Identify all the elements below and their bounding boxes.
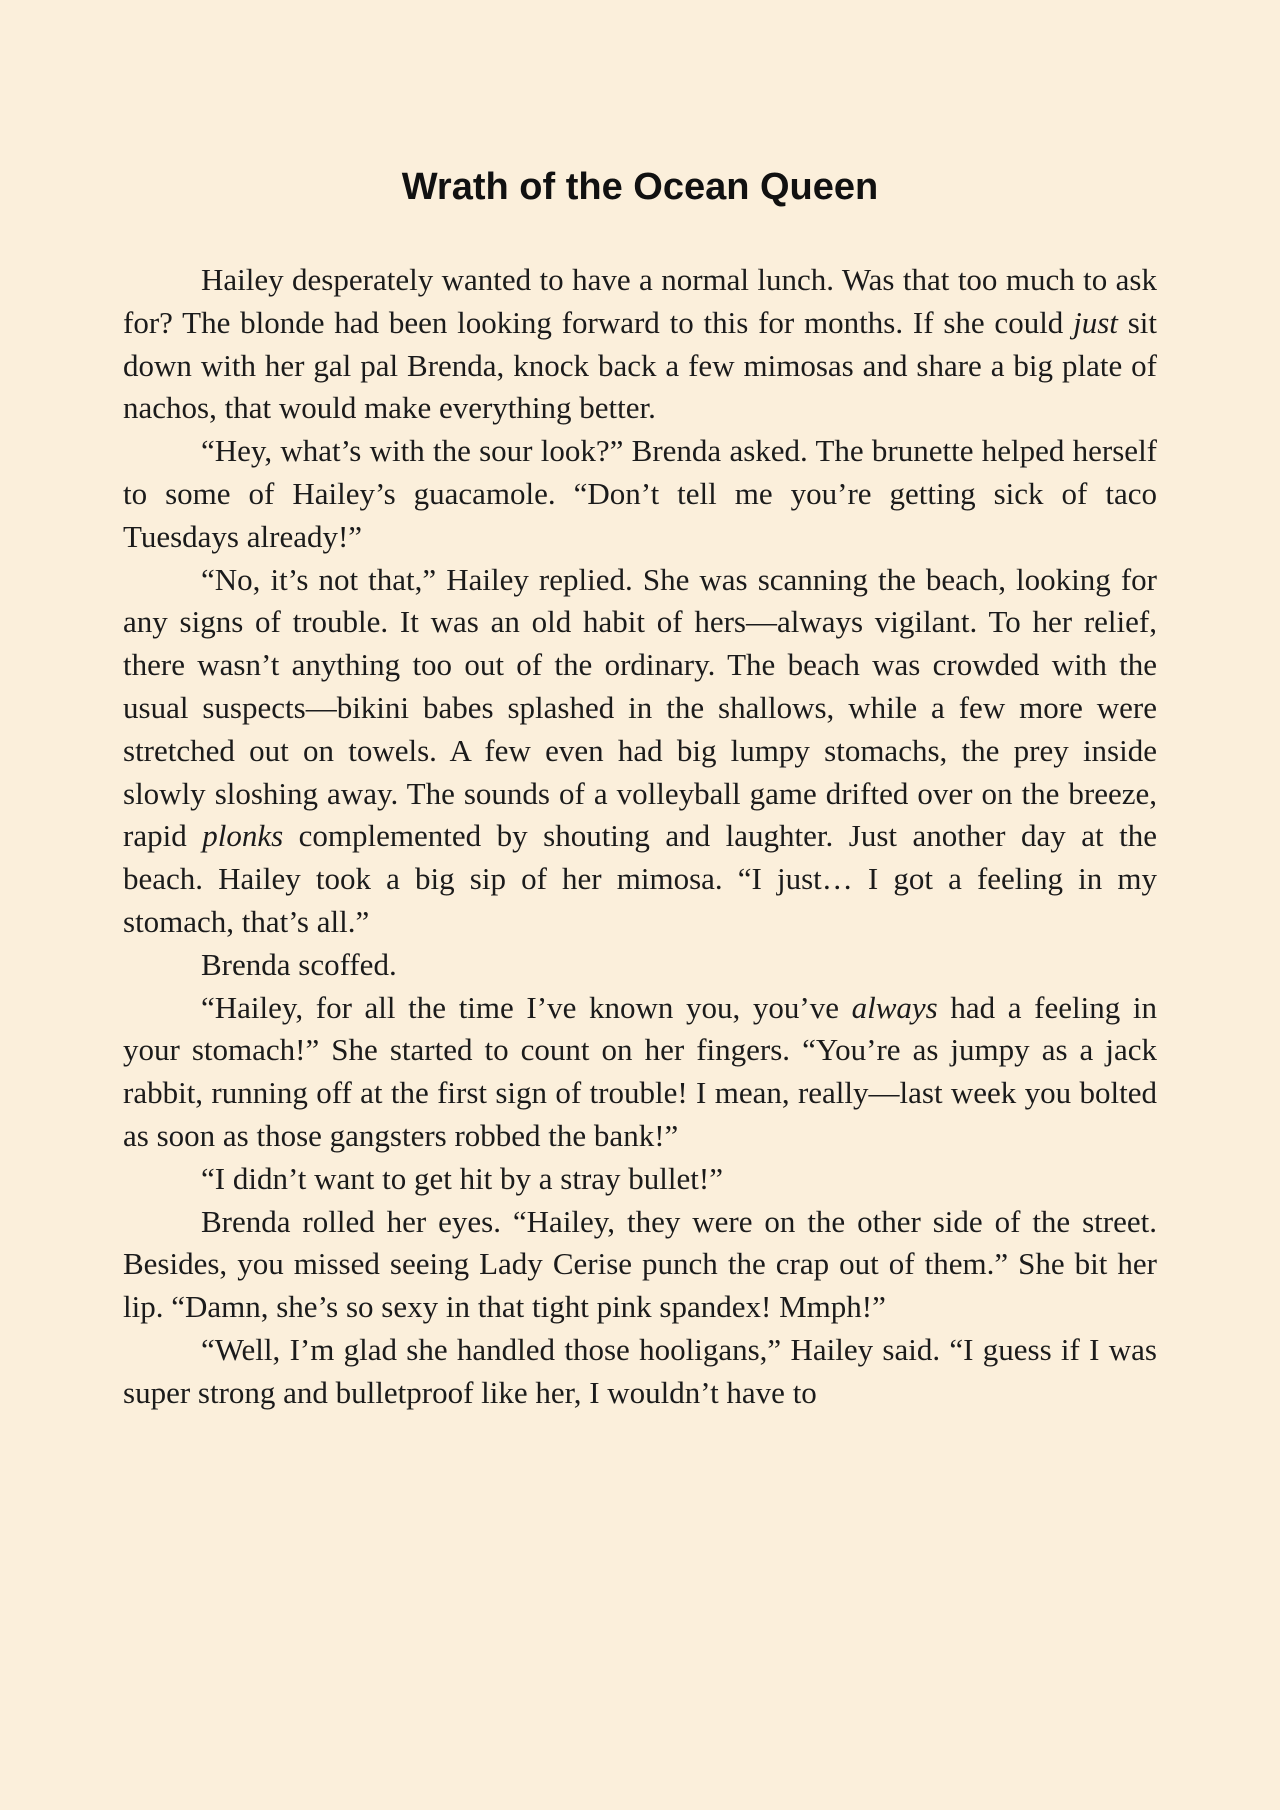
story-paragraph	[123, 1158, 1157, 1201]
paragraph-text: “Hailey, for all the time I’ve known you, you’ve	[201, 989, 852, 1025]
story-title: Wrath of the Ocean Queen	[401, 166, 879, 208]
paragraph-text: had a feeling in your stomach!” She started to count on her fingers. “You’re as jumpy as a jack rabbit, running off at the first sign of trouble! I mean, really—last week you bolted as soon as those gangsters robbed the bank!”	[123, 989, 1157, 1153]
paragraph-text: sit down with her gal pal Brenda, knock back a few mimosas and share a big plate of nachos, that would make everything better.	[123, 304, 1157, 426]
paragraph-text: Hailey desperately wanted to have a normal lunch. Was that too much to ask for? The blonde had been looking forward to this for months. If she could	[123, 262, 1157, 340]
emphasis-text: plonks	[202, 818, 284, 854]
document-page	[123, 0, 1157, 1810]
story-body	[123, 259, 1157, 1415]
paragraph-text: “Well, I’m glad she handled those hooligans,” Hailey said. “I guess if I was super strong and bulletproof like her, I wouldn’t have to	[123, 1331, 1157, 1410]
paragraph-text: “Hey, what’s with the sour look?” Brenda asked. The brunette helped herself to some of Hailey’s guacamole. “Don’t tell me you’re getting sick of taco Tuesdays already!”	[123, 433, 1157, 554]
story-paragraph	[123, 430, 1157, 558]
paragraph-text: “No, it’s not that,” Hailey replied. She was scanning the beach, looking for any signs of trouble. It was an old habit of hers—always vigilant. To her relief, there wasn’t anything too out of the ordinary. The beach was crowded with the usual suspects—bikini babes splashed in the shallows, while a few more were stretched out on towels. A few even had big lumpy stomachs, the prey inside slowly sloshing away. The sounds of a volleyball game drifted over on the breeze, rapid	[123, 561, 1157, 854]
story-paragraph	[123, 987, 1157, 1158]
paragraph-text: complemented by shouting and laughter. Just another day at the beach. Hailey took a big sip of her mimosa. “I just… I got a feeling in my stomach, that’s all.”	[123, 818, 1157, 939]
story-paragraph	[123, 1329, 1157, 1415]
story-paragraph	[123, 944, 1157, 987]
story-paragraph	[123, 1201, 1157, 1329]
story-paragraph	[123, 559, 1157, 944]
story-paragraph	[123, 259, 1157, 430]
paragraph-text: Brenda rolled her eyes. “Hailey, they were on the other side of the street. Besides, you missed seeing Lady Cerise punch the crap out of them.” She bit her lip. “Damn, she’s so sexy in that tight pink spandex! Mmph!”	[123, 1203, 1157, 1325]
paragraph-text: “I didn’t want to get hit by a stray bullet!”	[201, 1160, 723, 1196]
paragraph-text: Brenda scoffed.	[201, 946, 397, 982]
emphasis-text: always	[851, 989, 938, 1025]
emphasis-text: just	[1073, 304, 1118, 340]
